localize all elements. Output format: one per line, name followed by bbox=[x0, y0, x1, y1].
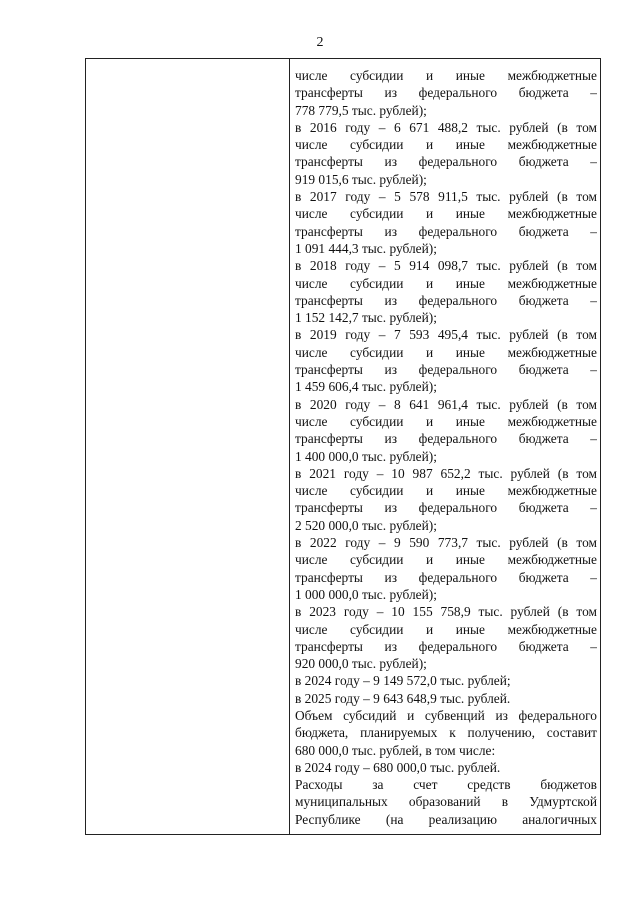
text-line: в 2017 году – 5 578 911,5 тыс. рублей (в том bbox=[295, 189, 597, 205]
text-line: 1 459 606,4 тыс. рублей); bbox=[295, 379, 437, 395]
text-line: числе субсидии и иные межбюджетные bbox=[295, 68, 597, 83]
text-line: 1 000 000,0 тыс. рублей); bbox=[295, 586, 437, 602]
text-line: 778 779,5 тыс. рублей); bbox=[295, 102, 427, 118]
text-line: в 2016 году – 6 671 488,2 тыс. рублей (в том bbox=[295, 119, 597, 135]
text-line: Расходы за счет средств бюджетов bbox=[295, 777, 597, 793]
text-line: Республике (на реализацию аналогичных bbox=[295, 811, 597, 827]
text-line: числе субсидии и иные межбюджетные bbox=[295, 137, 597, 153]
text-line: числе субсидии и иные межбюджетные bbox=[295, 206, 597, 222]
table-right-cell bbox=[295, 67, 597, 828]
text-line: в 2023 году – 10 155 758,9 тыс. рублей (в том bbox=[295, 604, 597, 620]
text-line: 1 091 444,3 тыс. рублей); bbox=[295, 240, 437, 256]
page-number: 2 bbox=[316, 35, 324, 50]
text-line: в 2018 году – 5 914 098,7 тыс. рублей (в том bbox=[295, 258, 597, 274]
text-line: муниципальных образований в Удмуртской bbox=[295, 794, 597, 810]
text-line: трансферты из федерального бюджета – bbox=[295, 362, 597, 378]
text-line: в 2021 году – 10 987 652,2 тыс. рублей (в том bbox=[295, 465, 597, 481]
text-line: трансферты из федерального бюджета – bbox=[295, 431, 597, 447]
text-line: 680 000,0 тыс. рублей, в том числе: bbox=[295, 742, 496, 758]
text-line: числе субсидии и иные межбюджетные bbox=[295, 275, 597, 291]
column-divider bbox=[289, 59, 290, 834]
text-line: в 2022 году – 9 590 773,7 тыс. рублей (в том bbox=[295, 535, 597, 551]
text-line: трансферты из федерального бюджета – bbox=[295, 223, 597, 239]
text-line: трансферты из федерального бюджета – bbox=[295, 154, 597, 170]
text-line: 1 152 142,7 тыс. рублей); bbox=[295, 310, 437, 326]
table-left-cell bbox=[86, 59, 289, 834]
text-line: числе субсидии и иные межбюджетные bbox=[295, 413, 597, 429]
text-line: 920 000,0 тыс. рублей); bbox=[295, 656, 427, 672]
text-line: числе субсидии и иные межбюджетные bbox=[295, 483, 597, 499]
document-table bbox=[85, 58, 601, 835]
text-line: числе субсидии и иные межбюджетные bbox=[295, 552, 597, 568]
text-line: в 2025 году – 9 643 648,9 тыс. рублей. bbox=[295, 690, 511, 706]
text-line: в 2019 году – 7 593 495,4 тыс. рублей (в том bbox=[295, 327, 597, 343]
text-line: 2 520 000,0 тыс. рублей); bbox=[295, 517, 437, 533]
text-line: Объем субсидий и субвенций из федерального bbox=[295, 707, 597, 723]
text-line: трансферты из федерального бюджета – bbox=[295, 85, 597, 101]
text-line: 919 015,6 тыс. рублей); bbox=[295, 171, 427, 187]
text-line: в 2024 году – 9 149 572,0 тыс. рублей; bbox=[295, 673, 511, 689]
text-line: в 2020 году – 8 641 961,4 тыс. рублей (в том bbox=[295, 396, 597, 412]
text-line: в 2024 году – 680 000,0 тыс. рублей. bbox=[295, 759, 501, 775]
text-line: 1 400 000,0 тыс. рублей); bbox=[295, 448, 437, 464]
text-line: числе субсидии и иные межбюджетные bbox=[295, 621, 597, 637]
text-line: числе субсидии и иные межбюджетные bbox=[295, 344, 597, 360]
text-line: трансферты из федерального бюджета – bbox=[295, 500, 597, 516]
text-line: трансферты из федерального бюджета – bbox=[295, 638, 597, 654]
text-line: трансферты из федерального бюджета – bbox=[295, 292, 597, 308]
text-line: бюджета, планируемых к получению, составит bbox=[295, 725, 597, 741]
text-line: трансферты из федерального бюджета – bbox=[295, 569, 597, 585]
